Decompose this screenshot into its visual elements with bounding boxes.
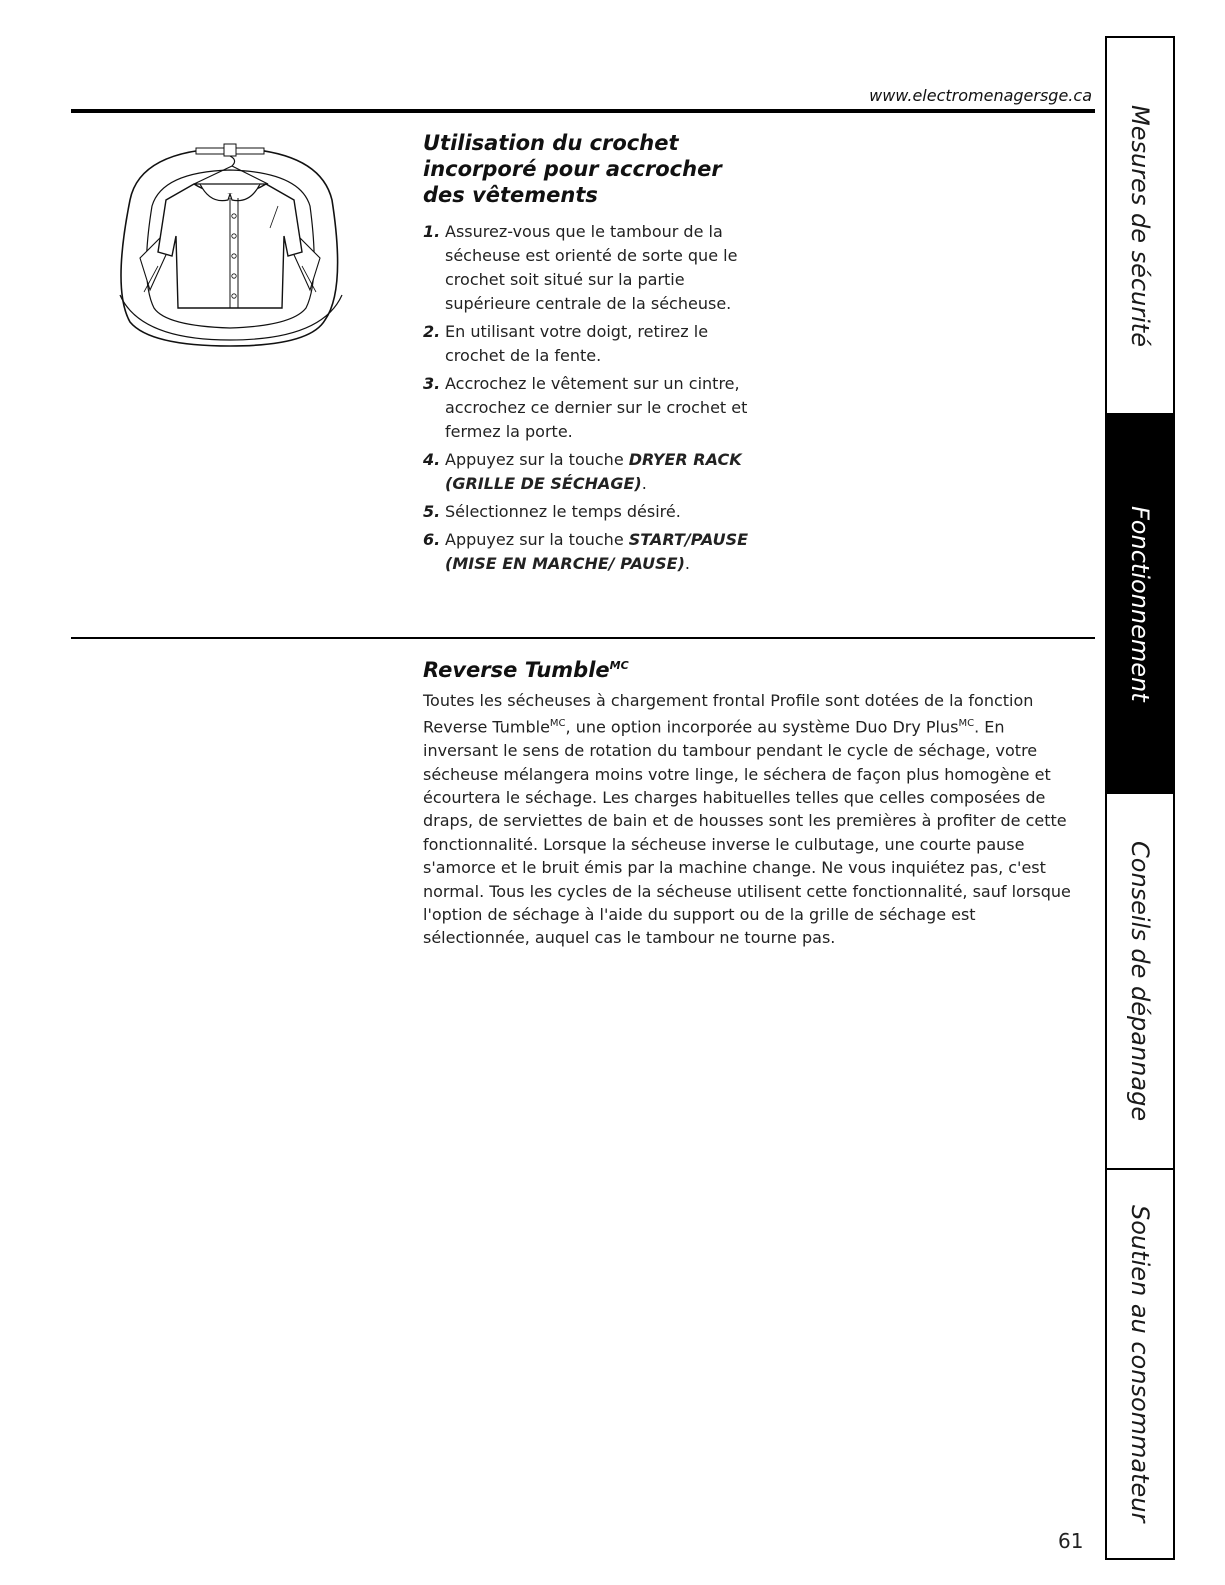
step-text bbox=[445, 450, 742, 493]
tab-label: Soutien au consommateur bbox=[1126, 1205, 1154, 1523]
step-text-suffix: . bbox=[641, 474, 647, 493]
step-text-suffix: . bbox=[684, 554, 690, 573]
built-in-hook-section bbox=[423, 130, 763, 580]
step-text: En utilisant votre doigt, retirez le crochet de la fente. bbox=[445, 322, 709, 365]
step-number: 5. bbox=[423, 502, 441, 521]
step-number: 2. bbox=[423, 322, 441, 341]
step-item bbox=[423, 320, 763, 368]
tab-consumer-support[interactable] bbox=[1107, 1168, 1173, 1558]
step-number: 3. bbox=[423, 374, 441, 393]
reverse-tumble-section bbox=[423, 653, 1083, 950]
tab-label: Mesures de sécurité bbox=[1126, 104, 1154, 347]
para-part-3: . En inversant le sens de rotation du tambour pendant le cycle de séchage, votre sécheuse mélangera moins votre linge, le séchera de façon plus homogène et écourtera le séchage. Les charges habituelles telles que celles composées de draps, de serviettes de bain et de housses sont les premières à profiter de cette fonctionnalité. Lorsque la sécheuse inverse le culbutage, une courte pause s'amorce et le bruit émis par la machine change. Ne vous inquiétez pas, c'est normal. Tous les cycles de la sécheuse utilisent cette fonctionnalité, sauf lorsque l'option de séchage à l'aide du support ou de la grille de séchage est sélectionnée, auquel cas le tambour ne tourne pas. bbox=[423, 717, 1071, 948]
trademark-superscript: MC bbox=[958, 718, 975, 730]
step-text-lead: Appuyez sur la touche bbox=[445, 530, 629, 549]
reverse-tumble-title: Reverse Tumble bbox=[423, 658, 610, 682]
step-item bbox=[423, 528, 763, 576]
reverse-tumble-paragraph bbox=[423, 689, 1083, 950]
trademark-superscript: MC bbox=[549, 718, 566, 730]
tab-label: Conseils de dépannage bbox=[1126, 840, 1154, 1122]
tab-safety[interactable] bbox=[1107, 38, 1173, 413]
step-number: 6. bbox=[423, 530, 441, 549]
step-number: 4. bbox=[423, 450, 441, 469]
header-rule bbox=[71, 109, 1095, 113]
section-divider bbox=[71, 637, 1095, 639]
step-item bbox=[423, 448, 763, 496]
step-text: Sélectionnez le temps désiré. bbox=[445, 502, 681, 521]
reverse-tumble-heading bbox=[423, 653, 1083, 683]
shirt-on-hanger-illustration bbox=[110, 140, 350, 352]
tab-operation[interactable] bbox=[1107, 413, 1173, 792]
step-text-lead: Appuyez sur la touche bbox=[445, 450, 629, 469]
section-tabs bbox=[1105, 36, 1175, 1560]
website-url[interactable]: www.electromenagersge.ca bbox=[869, 86, 1092, 105]
step-text: Assurez-vous que le tambour de la sécheuse est orienté de sorte que le crochet soit situé sur la partie supérieure centrale de la sécheuse. bbox=[445, 222, 738, 313]
steps-list bbox=[423, 220, 763, 576]
step-item bbox=[423, 500, 763, 524]
step-item bbox=[423, 220, 763, 316]
tab-troubleshooting[interactable] bbox=[1107, 792, 1173, 1168]
step-item bbox=[423, 372, 763, 444]
trademark-superscript: MC bbox=[609, 659, 629, 672]
para-part-2: , une option incorporée au système Duo Dry Plus bbox=[565, 717, 959, 737]
tab-label: Fonctionnement bbox=[1126, 505, 1154, 702]
built-in-hook-heading: Utilisation du crochet incorporé pour accrocher des vêtements bbox=[423, 131, 722, 207]
step-text bbox=[445, 530, 748, 573]
dryer-rack-key-label: DRYER RACK (GRILLE DE SÉCHAGE) bbox=[445, 450, 742, 493]
para-part-1: Toutes les sécheuses à chargement frontal Profile sont dotées de la fonction Reverse Tumble bbox=[423, 691, 1034, 737]
start-pause-key-label: START/PAUSE (MISE EN MARCHE/ PAUSE) bbox=[445, 530, 749, 573]
step-number: 1. bbox=[423, 222, 441, 241]
page-number: 61 bbox=[1058, 1529, 1084, 1553]
step-text: Accrochez le vêtement sur un cintre, accrochez ce dernier sur le crochet et fermez la porte. bbox=[445, 374, 748, 441]
